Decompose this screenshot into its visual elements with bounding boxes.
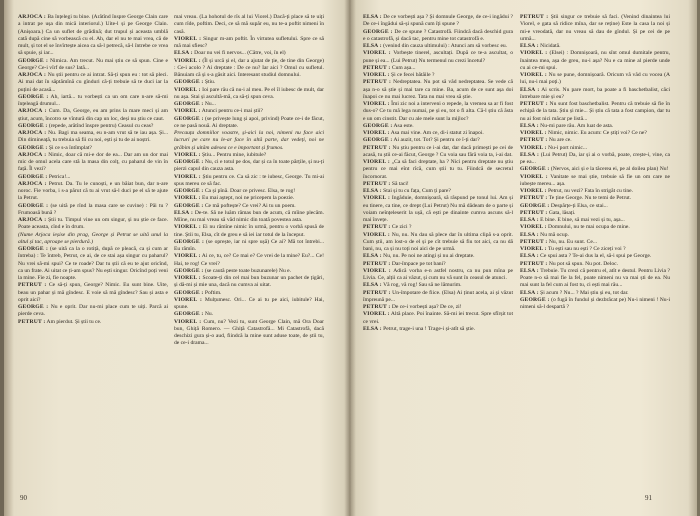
dialogue-line bbox=[520, 50, 670, 72]
speaker-name: VIOREL : bbox=[520, 224, 547, 231]
dialogue-text: Nimic, doar că mi-e dor de ea... Dar am un dor mai mic de omul acela care stă la masa din colț, cu paharul de vin în față. Îl vezi? bbox=[18, 151, 168, 173]
dialogue-text: Vanitate se mai știe, trebuie să fie un om care ne iubește mereu... așa. bbox=[520, 173, 670, 187]
speaker-name: PETRUT : bbox=[363, 304, 391, 310]
dialogue-text: Petrut, trage-i una ! Trage-i și-atît să știe. bbox=[383, 325, 475, 332]
dialogue-line bbox=[363, 130, 513, 137]
speaker-name: GEORGE : bbox=[174, 188, 204, 194]
dialogue-line bbox=[520, 87, 670, 102]
dialogue-line bbox=[174, 275, 324, 290]
speaker-name: VIOREL : bbox=[363, 50, 391, 57]
speaker-name: VIOREL : bbox=[520, 246, 547, 252]
dialogue-line bbox=[174, 14, 324, 36]
dialogue-text: Ce mă poftește? Ce vrei? Ai tu un poem. bbox=[204, 202, 296, 209]
dialogue-line bbox=[520, 123, 670, 130]
speaker-name: ELSA : bbox=[363, 282, 382, 289]
speaker-name: VIOREL : bbox=[363, 159, 390, 165]
speaker-name: VIOREL : bbox=[520, 130, 547, 136]
dialogue-text: Știu pentru ce. Ca să zic : te iubesc, George. Tu mi-ai spus mereu ce să fac. bbox=[174, 173, 324, 187]
speaker-name: GEORGE : bbox=[520, 202, 550, 209]
dialogue-line bbox=[18, 72, 168, 94]
dialogue-line bbox=[174, 253, 324, 268]
dialogue-text: Nedreptatea. Nu pot să văd nedreptatea. Se vede că așa n-o să știe și mai tare ca mine. Ba, acum de ce sunt așa doi înapoi ce nu mai lucrez. Tata nu mai vrea să știe. bbox=[363, 79, 513, 100]
dialogue-text: Ei nu rămîne nimic în urmă, pentru o vorbă spusă de tine. Știi tu, Elsa, cît de greu e să iei iar totul de la început. bbox=[174, 224, 324, 238]
dialogue-text: Ca și pînă. Doar ce privesc. Elsa, te rog! bbox=[204, 188, 296, 194]
speaker-name: VIOREL : bbox=[174, 86, 201, 93]
dialogue-line bbox=[520, 210, 670, 217]
speaker-name: VIOREL : bbox=[174, 195, 201, 202]
right-page-column-2 bbox=[520, 14, 670, 492]
dialogue-text: Asa este. bbox=[393, 122, 414, 129]
speaker-name: VIOREL : bbox=[520, 72, 547, 78]
dialogue-text: Ba înțelegi tu bine. (Arătînd înspre George Clain care a intrat pe ușa din mică interiorul.) Uite-l și pe George Clain. (Anișoara.) Ca un suflet de grădină; dut trupul și aceasta umblă cată după cine să vorbească cu el. Ah, dar el nu te mai vrea, că de mult, și tot el se învîrtește aicea ca să-l petrecă, să-l întrebe ce vrea să spuie, și iar... bbox=[18, 14, 168, 57]
dialogue-text: Nu. bbox=[204, 311, 214, 318]
dialogue-line bbox=[174, 108, 324, 115]
dialogue-line bbox=[520, 188, 670, 195]
right-page-column-1 bbox=[363, 14, 513, 492]
dialogue-text: De ce-i vorbești așa? De ce, zi! bbox=[391, 304, 462, 310]
dialogue-line bbox=[520, 101, 670, 123]
dialogue-text: (se uită ca la o rotiță, după ce pleacă, ca și cum ar întreba) : Te întreb, Petrut, ce ai, de ce stai așa singur cu paharul? Nu vrei să-mi spui? Ce te roade? Dar tu știi că eu te ajut oricînd, ca un frate. Ai uitat ce ți-am spus? Nu ești singur. Oricînd poți veni la mine. Fie zi, fie noapte. bbox=[18, 246, 168, 281]
speaker-name: GEORGE : bbox=[18, 57, 49, 64]
dialogue-text: Domnului, nu te mai ocupa de mine. bbox=[548, 224, 630, 231]
dialogue-text: Am pierdut. Și știi tu ce. bbox=[46, 318, 102, 325]
dialogue-line bbox=[363, 14, 513, 29]
dialogue-line bbox=[520, 253, 670, 260]
speaker-name: GEORGE : bbox=[363, 137, 393, 144]
speaker-name: ELSA : bbox=[363, 253, 382, 260]
dialogue-text: Știu. bbox=[204, 79, 216, 86]
dialogue-text: „Ca să faci dreptate, ha ? Nici pentru dreptate nu știu pentru ce mai eînt rîcă, cum știi tu tu. Fiindcă de secretul încornorat. bbox=[363, 159, 513, 180]
dialogue-line bbox=[174, 311, 324, 318]
dialogue-text: Altă place. Poi înainte. Să-mi iei trecut. Spre sfîrșit tot ce vrei. bbox=[363, 311, 513, 325]
speaker-name: GEORGE : bbox=[520, 166, 550, 173]
dialogue-text: (se caută peste toate buzunarele) Nu e. bbox=[204, 267, 292, 274]
dialogue-line bbox=[18, 319, 168, 326]
speaker-name: VIOREL : bbox=[363, 311, 390, 318]
speaker-name: GEORGE : bbox=[174, 267, 204, 274]
dialogue-text: Petrica!... bbox=[48, 173, 71, 180]
speaker-name: GEORGE : bbox=[174, 289, 204, 296]
dialogue-text: Ingăduie, domnișoară, să răspund pe tonul lui. Am și eu tinere, ca tine, ce drept (Lui Petrut) Nu mă dădeam de o parte și voiam neînțeleserit la ușă, că ești pe dinainte cumva ascuns să-l mai învețe. bbox=[363, 195, 513, 223]
dialogue-line bbox=[363, 232, 513, 254]
dialogue-line bbox=[18, 203, 168, 218]
speaker-name: GEORGE : bbox=[174, 159, 204, 165]
dialogue-line bbox=[363, 188, 513, 195]
speaker-name: PETRUT : bbox=[520, 238, 548, 245]
speaker-name: ELSA : bbox=[363, 43, 382, 49]
dialogue-line bbox=[174, 268, 324, 275]
dialogue-line bbox=[520, 246, 670, 253]
dialogue-line bbox=[174, 152, 324, 159]
dialogue-text: Stai și tu cu fața, Cum ți pare? bbox=[383, 188, 451, 194]
dialogue-text: Nu, nu. Eu sunt. Ce... bbox=[548, 238, 598, 245]
speaker-name: GEORGE : bbox=[174, 238, 205, 245]
dialogue-line bbox=[363, 137, 513, 144]
speaker-name: GEORGE : bbox=[18, 144, 48, 151]
dialogue-text: Cum, nu? Vezi tu, sunt George Clain, mă Ora Doar bun, Ghiță Romero. — Ghiță Catastrofă... Mi Catastrofă, dacă deschizi gura și-o aud, fiindcă la mine sunt aduse toate, de știi tu, de ce-i drama... bbox=[174, 318, 324, 347]
dialogue-text: De ce spune ? Catastrofă. Fiindcă dacă deschid gura e o catastrofă, și dacă tac, pentru mine tot catastrofă e. bbox=[363, 28, 513, 42]
speaker-name: PETRUT : bbox=[520, 14, 549, 20]
speaker-name: ARJOCA : bbox=[18, 151, 47, 158]
dialogue-line bbox=[363, 290, 513, 305]
dialogue-text: Ai scris. Nu pare mort, ba poate a fi baschetbalist, căci întrebare mie și eu? bbox=[520, 86, 670, 100]
dialogue-line bbox=[520, 268, 670, 290]
dialogue-text: (Lui Petrut) Da, iar și ai o vorbă, poate, crește-i, vine, ca pe ea... bbox=[520, 151, 670, 165]
dialogue-text: (Elsei) : Domnișoară, nu sînt omul dumitale pentru, înaintea mea, așa de greu, nu-i așa? Nu e ca mine al pierde unde cu ai ce-mi spui. bbox=[520, 50, 670, 71]
dialogue-line bbox=[520, 152, 670, 167]
dialogue-text: Ce să-ți spun, George? Nimic. Eu sunt bine. Uite, beau un pahar și mă gîndesc. E voie să mă gîndesc? Sau și asta e oprit aici? bbox=[18, 282, 168, 303]
dialogue-line bbox=[174, 36, 324, 51]
speaker-name: VIOREL : bbox=[520, 50, 548, 57]
speaker-name: VIOREL : bbox=[363, 130, 390, 136]
dialogue-line bbox=[174, 290, 324, 297]
dialogue-text: (repede, arătînd înspre pentru) Ceasul cu ceas? bbox=[48, 122, 154, 129]
dialogue-line bbox=[520, 297, 670, 312]
speaker-name: PETRUT : bbox=[520, 260, 548, 267]
speaker-name: ARJOCA : bbox=[18, 72, 47, 78]
dialogue-text: De-te. Să ne luăm rămas bun de acum, că mîine plecăm. Mîine, nu mai vreau să văd nimic din toată povestea asta. bbox=[174, 209, 324, 223]
dialogue-line bbox=[18, 232, 168, 247]
dialogue-line bbox=[174, 224, 324, 239]
dialogue-line bbox=[174, 239, 324, 254]
speaker-name: VIOREL : bbox=[363, 101, 390, 107]
speaker-name: ELSA : bbox=[174, 50, 193, 57]
dialogue-line bbox=[363, 195, 513, 224]
right-page-number: 91 bbox=[645, 494, 652, 502]
dialogue-text: Poftim. bbox=[204, 289, 222, 296]
speaker-name: ELSA : bbox=[520, 86, 540, 93]
dialogue-line bbox=[363, 224, 513, 231]
dialogue-text: Și acum ? Nu... ? Mai știu și eu, tot dar. bbox=[540, 289, 629, 296]
dialogue-line bbox=[363, 145, 513, 160]
dialogue-line bbox=[520, 145, 670, 152]
dialogue-text: Nu. Bagi ma seama, eu n-am vrut să te iau așa. Și... Din dimineață, tu trebuia să fii cu noi, ești și tu de ai noștri. bbox=[18, 130, 168, 144]
speaker-name: PETRUT : bbox=[520, 101, 548, 107]
dialogue-text: (Nervos, aici și e la tăcerea ei, pe al doilea plan) Nu! bbox=[550, 166, 669, 173]
dialogue-text: Singur m-am poftit. În virtutea sufletului. Spre ce să mă mai sfiesc? bbox=[174, 35, 324, 49]
dialogue-line bbox=[363, 101, 513, 123]
dialogue-line bbox=[18, 282, 168, 304]
left-page-number: 90 bbox=[20, 494, 27, 502]
dialogue-line bbox=[18, 152, 168, 174]
dialogue-text: (Nume Arjoca ieșise din prag, George și Petrut se uită unul la altul și tac, aproape se pierdură.) bbox=[18, 231, 168, 245]
dialogue-text: Vă rog, vă rog! Sau să ne lămurim. bbox=[383, 282, 462, 289]
dialogue-line bbox=[18, 174, 168, 181]
dialogue-line bbox=[520, 130, 670, 137]
dialogue-line bbox=[18, 181, 168, 203]
dialogue-text: Nu mă ocup. bbox=[540, 231, 569, 238]
dialogue-line bbox=[363, 326, 513, 333]
speaker-name: GEORGE : bbox=[18, 173, 48, 180]
speaker-name: ELSA : bbox=[363, 14, 382, 20]
dialogue-text: Scoate-ți din cel mai bun buzunar un pachet de țigări, și dă-mi și mie una, dacă nu cumva ai uitat. bbox=[174, 275, 324, 289]
speaker-name: ARJOCA : bbox=[18, 180, 47, 187]
dialogue-line bbox=[520, 137, 670, 144]
speaker-name: VIOREL : bbox=[174, 318, 202, 325]
dialogue-text: (o fugă în fundul și dezbrăcat pe) Nu-i nimeni ! Nu-i nimeni să-l despartă ? bbox=[520, 296, 670, 310]
speaker-name: ELSA : bbox=[363, 188, 382, 194]
dialogue-text: Ai ce, tu, ce? Ce mai e? Ce vrei de la mine? Eu?... Ce! Hai, te rog! Ce vrei? bbox=[174, 253, 324, 267]
dialogue-text: De ce vorbești așa ? Și domnule George, de ce-i ingădui ? De ce-i îngădui să-și spună cum îți spune ? bbox=[363, 14, 513, 28]
speaker-name: ARJOCA : bbox=[18, 217, 47, 223]
dialogue-line bbox=[174, 203, 324, 210]
speaker-name: VIOREL : bbox=[520, 144, 547, 151]
speaker-name: GEORGE : bbox=[174, 202, 204, 209]
dialogue-text: Petrut. Da. Tu le cunoști, e un băiat bun, dar n-are noroc. Fie vorba, i s-a părut că tu ai vrut să-l duci pe el să te ajute la Petrut. bbox=[18, 180, 168, 202]
dialogue-line bbox=[18, 217, 168, 232]
dialogue-line bbox=[18, 14, 168, 58]
dialogue-text: Nimic, nimic. Eu acum: Ce știți voi? Ce ne? bbox=[548, 130, 647, 136]
dialogue-text: Ce spui asta ? Te-ai dus la el, să-i spui pe George. bbox=[540, 253, 652, 260]
speaker-name: GEORGE : bbox=[174, 101, 204, 107]
dialogue-text: Vorbește tinerel, ascultați. După ce te-a ascultat, o pune și ea... (Lui Petrut) Nu termenul nu crezi încetul? bbox=[363, 50, 513, 64]
dialogue-text: Nu e oprit. Dar nu-mi place cum te uiți. Parcă ai pierde ceva. bbox=[18, 304, 168, 318]
dialogue-line bbox=[174, 58, 324, 80]
dialogue-text: Cum. Da, George, eu am prins la mare meci și am știut, acum, încotro se vîntură din cap un loc, deși nu știu ce caut. bbox=[18, 108, 168, 122]
speaker-name: VIOREL : bbox=[174, 108, 201, 115]
dialogue-text: (se uită pe rînd la masa care se cuvine) : Păi tu ? Frumoasă bună ? bbox=[18, 202, 168, 216]
speaker-name: VIOREL : bbox=[174, 35, 202, 42]
dialogue-line bbox=[520, 14, 670, 43]
dialogue-line bbox=[174, 297, 324, 312]
dialogue-line bbox=[18, 58, 168, 73]
dialogue-line bbox=[174, 159, 324, 174]
dialogue-text: (Îl și urcă și el, dar a ajutat de ție, de tine din George) : Ce-i acolo ? Ai dreptate : De ce nu? Iar aici ? Omul cu sufletul. Bănuiam că și s-a găsit aici. Interesant studiul domnului. bbox=[174, 57, 324, 78]
dialogue-text: Asa mai vine. Am ce, di-i statut zi înapoi. bbox=[390, 130, 484, 136]
dialogue-text: Să taci! bbox=[391, 180, 409, 187]
dialogue-line bbox=[363, 159, 513, 181]
dialogue-line bbox=[174, 195, 324, 202]
dialogue-line bbox=[520, 239, 670, 246]
dialogue-line bbox=[520, 166, 670, 173]
dialogue-text: Nicidată. bbox=[540, 43, 561, 49]
dialogue-text: Atunci pentru ce-i mai știi? bbox=[201, 108, 263, 115]
dialogue-text: Nimica. Am trecut. Nu mai știu ce să spun. Cine e George? Ce-i vîrf de sus? Iată... bbox=[18, 57, 168, 71]
dialogue-text: Mulțumesc. Ori... Ce ai tu pe aici, iubitule? Hai, spune. bbox=[174, 296, 324, 310]
dialogue-text: Petrut, nu vezi? Fata în strigăt cu tine. bbox=[548, 188, 634, 194]
speaker-name: GEORGE : bbox=[174, 115, 204, 122]
speaker-name: ELSA : bbox=[520, 289, 539, 296]
dialogue-line bbox=[18, 123, 168, 130]
dialogue-line bbox=[174, 79, 324, 86]
speaker-name: GEORGE : bbox=[520, 296, 550, 303]
dialogue-text: Nu știi pentru ce ai intrat. Să-ți spun eu : tot să pleci. Ai mai dat în săptămînă cu gînduri că-ți trebuie să te duci iar la puțini de acasă... bbox=[18, 72, 168, 93]
speaker-name: PETRUT : bbox=[520, 195, 548, 202]
speaker-name: PETRUT : bbox=[363, 64, 391, 71]
dialogue-text: Nu pot să spun. Nu pot. Deloc. bbox=[548, 260, 618, 267]
dialogue-text: Precauța domniilor voastre, și-aici la noi, nimeni nu face aici lucruri pe care nu le-ar face în altă parte, dar vedeți, noi ne grăbim și uităm adesea ce e important și frumos. bbox=[174, 130, 324, 151]
speaker-name: VIOREL : bbox=[174, 224, 201, 231]
dialogue-text: (venind din cauza ultimului) : Atunci am să vorbesc eu. bbox=[383, 43, 508, 49]
dialogue-line bbox=[363, 50, 513, 65]
speaker-name: ELSA : bbox=[520, 267, 539, 274]
dialogue-line bbox=[363, 79, 513, 101]
speaker-name: VIOREL : bbox=[174, 253, 201, 260]
dialogue-text: Știu... Pentru mine, iubitule? bbox=[202, 151, 267, 158]
dialogue-line bbox=[174, 101, 324, 108]
dialogue-text: Ah, iartă... tu vorbești ca un om care n-are să-mi înțeleagă drumul... bbox=[18, 93, 168, 107]
speaker-name: GEORGE : bbox=[18, 304, 49, 310]
dialogue-line bbox=[174, 116, 324, 131]
speaker-name: VIOREL : bbox=[174, 57, 201, 64]
dialogue-line bbox=[363, 311, 513, 326]
dialogue-line bbox=[18, 304, 168, 319]
dialogue-text: Nu-i port nimic... bbox=[548, 144, 588, 151]
dialogue-text: mai vreau. (La hohotul de rîs al lui Viorel.) Dacă-ți place să te uiți cum rîde, poftim. Deci, ce să mă supăr eu, nu te-a poftit nimeni în casă. bbox=[174, 14, 324, 35]
speaker-name: VIOREL : bbox=[363, 195, 391, 202]
speaker-name: ELSA : bbox=[520, 231, 539, 238]
dialogue-line bbox=[520, 232, 670, 239]
dialogue-text: Știi singur ce trebuie să faci. (Venind dinaintea lui Viorel, e gata să ridice mîna, dar se reține) Este la casa la noi și mi-e vreodată, dar nu vreau să dau de gîndul. Și pe cei de pe urmă... bbox=[520, 14, 670, 42]
dialogue-text: Nu știu pentru ce i-ai dat, dar dacă primești pe cei de acasă, tu știi ce-ai făcut, George ? Cu voia sau fără voia ta, i-ai dat. bbox=[363, 144, 513, 158]
speaker-name: VIOREL : bbox=[363, 72, 390, 78]
dialogue-line bbox=[18, 246, 168, 282]
dialogue-text: Nu, nu. Pe noi ne atingi și nu ai dreptate. bbox=[383, 253, 475, 260]
dialogue-text: E bine. E bine, să mai vezi și tu, așa... bbox=[540, 217, 625, 223]
speaker-name: GEORGE : bbox=[363, 28, 393, 35]
dialogue-text: (se oprește, iar ni spre ușă) Ce ai? Mă tot întrebi... Eu rămîn. bbox=[174, 238, 324, 252]
speaker-name: PETRUT : bbox=[520, 209, 548, 216]
dialogue-text: Nu-mi pare rău. Am luat de asta. bbox=[540, 122, 614, 129]
dialogue-line bbox=[18, 145, 168, 152]
dialogue-line bbox=[174, 87, 324, 102]
speaker-name: ELSA : bbox=[363, 325, 382, 332]
speaker-name: PETRUT : bbox=[18, 318, 46, 325]
speaker-name: ELSA : bbox=[520, 253, 539, 260]
dialogue-line bbox=[363, 181, 513, 188]
speaker-name: GEORGE : bbox=[174, 79, 204, 86]
dialogue-line bbox=[520, 195, 670, 202]
dialogue-text: Nu are ce. bbox=[548, 137, 572, 144]
speaker-name: VIOREL : bbox=[363, 231, 390, 238]
dialogue-text: Tu ești sau nu ești ? Ce ziceți voi ? bbox=[547, 246, 626, 252]
dialogue-line bbox=[18, 130, 168, 145]
dialogue-line bbox=[363, 65, 513, 72]
dialogue-line bbox=[174, 319, 324, 348]
dialogue-line bbox=[363, 29, 513, 44]
speaker-name: PETRUT : bbox=[363, 289, 391, 296]
dialogue-line bbox=[174, 188, 324, 195]
speaker-name: PETRUT : bbox=[18, 282, 47, 289]
dialogue-line bbox=[174, 130, 324, 152]
speaker-name: PETRUT : bbox=[363, 260, 391, 267]
dialogue-line bbox=[520, 174, 670, 189]
dialogue-text: Adică vorba e-n astfel nostru, ca nu pun mîna pe Livia. Ce, alții ca ai văzut, și cum nu vă sunt în ceasul de atunci. bbox=[363, 267, 513, 281]
dialogue-line bbox=[363, 43, 513, 50]
dialogue-line bbox=[363, 253, 513, 260]
speaker-name: VIOREL : bbox=[520, 188, 547, 194]
speaker-name: PETRUT : bbox=[363, 180, 391, 187]
speaker-name: ARJOCA : bbox=[18, 130, 47, 136]
speaker-name: PETRUT : bbox=[363, 79, 392, 86]
dialogue-line bbox=[174, 210, 324, 225]
dialogue-text: Nu, ci e totul pe dos, dar și ca în toate părțile, și nu-ți pierzi capul din cauza asta. bbox=[174, 159, 324, 173]
dialogue-line bbox=[520, 217, 670, 224]
dialogue-text: Trebuie. Tu crezi că pentru el, atît e destul. Pentru Livia ? Poate n-o să mai fie la fel, poate nimeni nu va mai ști de ea. Nu mai sunt la fel cum ai fost tu, ci ești mai rău... bbox=[520, 267, 670, 289]
dialogue-text: Știi tu. Timpul vine un om singur, și nu știe ce face. Poate aceasta, cînd e în drum. bbox=[18, 217, 168, 231]
dialogue-line bbox=[363, 72, 513, 79]
dialogue-line bbox=[18, 94, 168, 109]
dialogue-line bbox=[174, 174, 324, 189]
dialogue-text: Ai auzit, tot. Tot? Și pentru ce î-ți dar? bbox=[393, 137, 480, 144]
dialogue-line bbox=[520, 290, 670, 297]
dialogue-line bbox=[520, 224, 670, 231]
dialogue-text: Și ce s-a întîmplat? bbox=[48, 144, 92, 151]
dialogue-text: Nu se pune, domnișoară. Oricum vă văd cu vocea (A lui, nu-i mai poți.) bbox=[520, 72, 670, 86]
speaker-name: ELSA : bbox=[520, 122, 539, 129]
speaker-name: ELSA : bbox=[520, 151, 540, 158]
speaker-name: PETRUT : bbox=[363, 144, 391, 151]
dialogue-line bbox=[363, 282, 513, 289]
speaker-name: GEORGE : bbox=[18, 93, 49, 100]
dialogue-line bbox=[18, 108, 168, 123]
speaker-name: VIOREL : bbox=[520, 173, 548, 180]
dialogue-line bbox=[520, 261, 670, 268]
dialogue-text: Ce zici ? bbox=[391, 224, 412, 231]
speaker-name: ELSA : bbox=[520, 217, 539, 223]
dialogue-line bbox=[363, 261, 513, 268]
dialogue-line bbox=[520, 72, 670, 87]
speaker-name: ARJOCA : bbox=[18, 108, 47, 115]
speaker-name: ARJOCA : bbox=[18, 14, 46, 20]
speaker-name: VIOREL : bbox=[174, 275, 201, 281]
speaker-name: VIOREL : bbox=[174, 151, 201, 158]
book-gutter bbox=[344, 0, 356, 516]
speaker-name: VIOREL : bbox=[174, 173, 201, 180]
dialogue-text: Ioi pare rău că nu-i al meu. Pe el îl iubesc de mult, dar nu așa. Stai și ascultă-mă, ca să-ți spun ceva. bbox=[174, 86, 324, 100]
dialogue-text: Te ține George. Nu te temi de Petrut. bbox=[548, 195, 632, 202]
dialogue-text: Nu sunt fost baschetbalist. Pentru că trebuie să fie în echipă de la tata. Știu și mie... Și știu că tata a fost campion, dar tu nu ai fost nici măcar pe listă... bbox=[520, 101, 670, 122]
dialogue-text: Eu mai aștept, noi ne pricepem la poezie. bbox=[202, 195, 295, 202]
speaker-name: VIOREL : bbox=[174, 296, 203, 303]
dialogue-text: Și ce fecei bătăile ? bbox=[391, 72, 435, 78]
dialogue-line bbox=[363, 268, 513, 283]
dialogue-text: (se privește lung și apoi, privind) Poate ce-i de făcut, ce ne pasă nouă. Ai dreptate. bbox=[174, 115, 324, 129]
dialogue-text: Nu, nu. Nu dau să plece dar în ultima clipă s-a oprit. Cum știi, am lost-o de el și pe cît trebuie să fiu tot aici, ca nu dă bani, nu, ca și nu toți noi aici de pe urmă. bbox=[363, 231, 513, 252]
speaker-name: GEORGE : bbox=[18, 246, 49, 252]
speaker-name: ELSA : bbox=[520, 43, 539, 49]
speaker-name: PETRUT : bbox=[363, 224, 391, 231]
left-page-column-2 bbox=[174, 14, 324, 492]
dialogue-text: Nu... bbox=[204, 101, 216, 107]
dialogue-text: Doar nu vei fi nervos... (Către, voi, în el) bbox=[194, 50, 286, 57]
dialogue-line bbox=[174, 50, 324, 57]
speaker-name: GEORGE : bbox=[18, 202, 49, 209]
dialogue-line bbox=[363, 123, 513, 130]
speaker-name: GEORGE : bbox=[174, 311, 204, 318]
speaker-name: VIOREL : bbox=[363, 267, 391, 274]
speaker-name: PETRUT : bbox=[520, 137, 548, 144]
speaker-name: GEORGE : bbox=[18, 122, 48, 129]
left-page-edge bbox=[0, 0, 4, 516]
dialogue-text: Cum așa... bbox=[391, 64, 416, 71]
dialogue-text: Îmi zic noi a interveni o repede, la vremea sa ar fi fost dus-o? Ce tu mă lega numai, pe și eu, tot o fi alta. Că-l știu că ăsta e un om cinstit. Dar cu ale mele sunt la mijloc? bbox=[363, 101, 513, 122]
dialogue-text: Gata, lăsați. bbox=[548, 209, 576, 216]
dialogue-text: Un-împotare de fiice. (Elsa) Ai ținut acela, ai și văzut împreună pe... bbox=[363, 289, 513, 303]
dialogue-text: Despărțe-ți Elsa, ce stai... bbox=[550, 202, 608, 209]
speaker-name: ELSA : bbox=[174, 209, 194, 216]
dialogue-line bbox=[520, 203, 670, 210]
dialogue-text: Dar-împace pe tot bani? bbox=[391, 260, 446, 267]
left-page-column-1 bbox=[18, 14, 168, 492]
speaker-name: GEORGE : bbox=[363, 122, 393, 129]
